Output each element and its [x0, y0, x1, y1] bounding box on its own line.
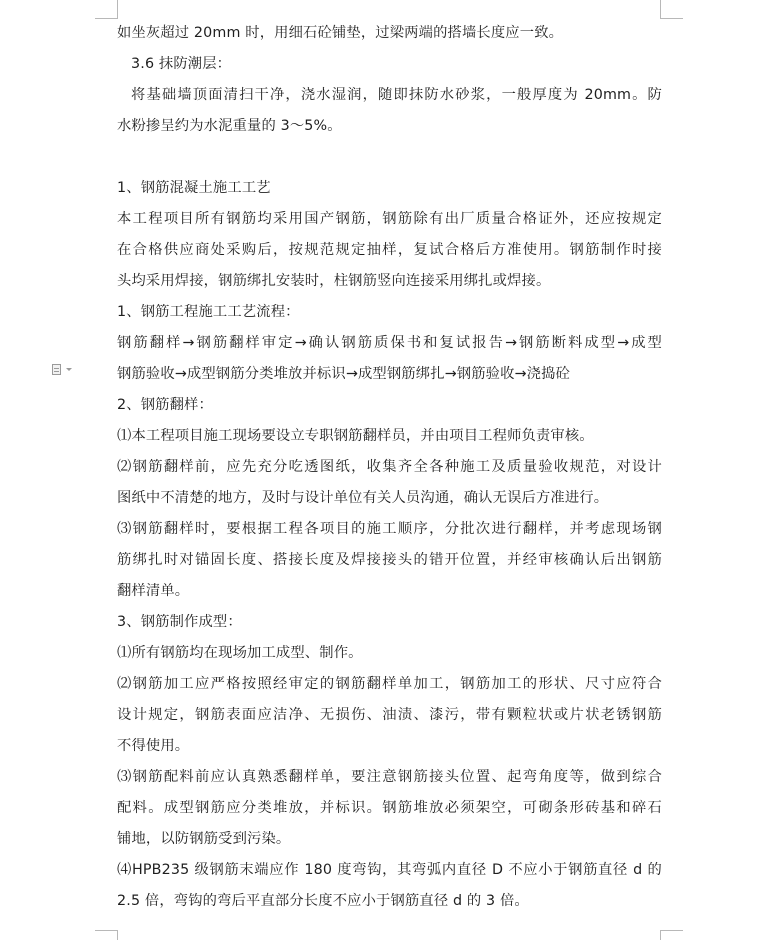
text-line: 翻样清单。 [117, 583, 190, 599]
text-line: 本工程项目所有钢筋均采用国产钢筋，钢筋除有出厂质量合格证外，还应按规定 [117, 211, 662, 227]
text-line: 3、钢筋制作成型： [117, 614, 242, 630]
text-line: 头均采用焊接，钢筋绑扎安装时，柱钢筋竖向连接采用绑扎或焊接。 [117, 273, 551, 289]
text-line: 钢筋翻样→钢筋翻样审定→确认钢筋质保书和复试报告→钢筋断料成型→成型 [117, 335, 662, 351]
text-line: 设计规定，钢筋表面应洁净、无损伤、油渍、漆污，带有颗粒状或片状老锈钢筋 [117, 707, 662, 723]
chevron-down-icon [66, 368, 72, 371]
text-line: 1、钢筋混凝土施工工艺 [117, 180, 271, 196]
text-line: 水粉掺呈约为水泥重量的 3～5%。 [117, 118, 342, 134]
text-line: 铺地，以防钢筋受到污染。 [117, 831, 291, 847]
crop-mark-top-right [660, 0, 683, 19]
text-line: 图纸中不清楚的地方，及时与设计单位有关人员沟通，确认无误后方准进行。 [117, 490, 609, 506]
paragraph-doc-icon[interactable] [52, 362, 80, 376]
text-line: ⑶钢筋翻样时，要根据工程各项目的施工顺序，分批次进行翻样，并考虑现场钢 [117, 521, 662, 537]
text-line: ⑴本工程项目施工现场要设立专职钢筋翻样员，并由项目工程师负责审核。 [117, 428, 594, 444]
text-line: 不得使用。 [117, 738, 190, 754]
text-line: 1、钢筋工程施工工艺流程： [117, 304, 300, 320]
document-body[interactable] [117, 18, 662, 917]
text-line: ⑵钢筋翻样前，应先充分吃透图纸，收集齐全各种施工及质量验收规范，对设计 [117, 459, 662, 475]
text-line: 3.6 抹防潮层： [131, 56, 232, 72]
text-line: 在合格供应商处采购后，按规范规定抽样，复试合格后方准使用。钢筋制作时接 [117, 242, 662, 258]
blank-line [117, 142, 662, 173]
text-line: 2.5 倍，弯钩的弯后平直部分长度不应小于钢筋直径 d 的 3 倍。 [117, 893, 529, 909]
text-line: 配料。成型钢筋应分类堆放，并标识。钢筋堆放必须架空，可砌条形砖基和碎石 [117, 800, 662, 816]
text-line: ⑵钢筋加工应严格按照经审定的钢筋翻样单加工，钢筋加工的形状、尺寸应符合 [117, 676, 662, 692]
text-line: 钢筋验收→成型钢筋分类堆放并标识→成型钢筋绑扎→钢筋验收→浇捣砼 [117, 366, 571, 382]
text-line: ⑷HPB235 级钢筋末端应作 180 度弯钩，其弯弧内直径 D 不应小于钢筋直径 d 的 [117, 862, 662, 878]
document-icon [52, 364, 61, 375]
text-line: 将基础墙顶面清扫干净，浇水湿润，随即抹防水砂浆，一般厚度为 20mm。防 [131, 87, 662, 103]
text-line: 筋绑扎时对锚固长度、搭接长度及焊接接头的错开位置，并经审核确认后出钢筋 [117, 552, 662, 568]
text-line: 2、钢筋翻样： [117, 397, 213, 413]
text-line: ⑴所有钢筋均在现场加工成型、制作。 [117, 645, 363, 661]
crop-mark-top-left [95, 0, 118, 19]
text-line: 如坐灰超过 20mm 时，用细石砼铺垫，过梁两端的搭墙长度应一致。 [117, 25, 564, 41]
text-line: ⑶钢筋配料前应认真熟悉翻样单，要注意钢筋接头位置、起弯角度等，做到综合 [117, 769, 662, 785]
